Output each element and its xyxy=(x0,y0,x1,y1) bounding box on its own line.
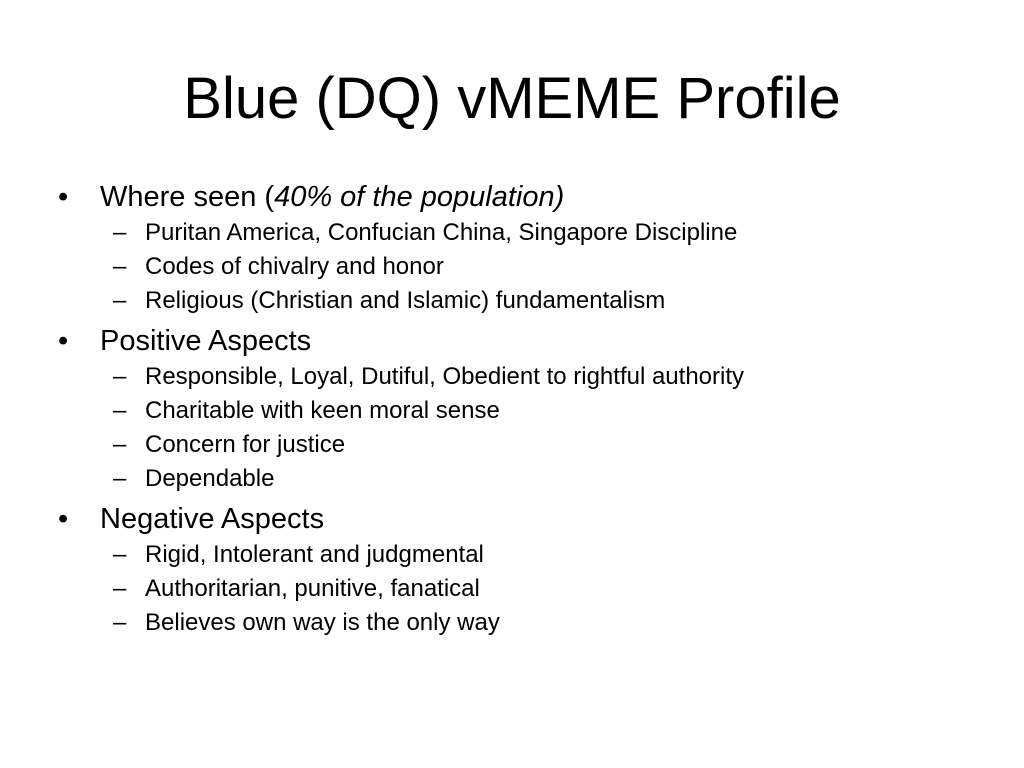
sub-marker: – xyxy=(113,397,127,424)
bullet-where-seen xyxy=(58,178,978,216)
sub-marker: – xyxy=(113,363,127,390)
sub-list-where-seen xyxy=(58,216,978,318)
slide-content xyxy=(58,178,978,644)
sub-list-negative-aspects xyxy=(58,538,978,640)
sub-marker: – xyxy=(113,575,127,602)
sub-item-text: Concern for justice xyxy=(145,431,346,458)
sub-item xyxy=(58,606,978,640)
sub-item-text: Dependable xyxy=(145,465,275,492)
sub-item xyxy=(58,216,978,250)
sub-marker: – xyxy=(113,287,127,314)
bullet-heading: Where seen ( xyxy=(100,181,275,213)
sub-item-text: Puritan America, Confucian China, Singapore Discipline xyxy=(145,219,738,246)
bullet-heading: Negative Aspects xyxy=(100,503,325,535)
sub-marker: – xyxy=(113,609,127,636)
bullet-heading-italic: 40% of the population) xyxy=(274,181,565,213)
sub-item xyxy=(58,428,978,462)
sub-marker: – xyxy=(113,219,127,246)
sub-list-positive-aspects xyxy=(58,360,978,496)
sub-item xyxy=(58,538,978,572)
bullet-marker: • xyxy=(58,181,69,213)
sub-item-text: Responsible, Loyal, Dutiful, Obedient to rightful authority xyxy=(145,363,745,390)
bullet-heading: Positive Aspects xyxy=(100,325,312,357)
sub-marker: – xyxy=(113,541,127,568)
slide-title: Blue (DQ) vMEME Profile xyxy=(183,66,841,131)
sub-item-text: Believes own way is the only way xyxy=(145,609,500,636)
sub-item-text: Authoritarian, punitive, fanatical xyxy=(145,575,480,602)
sub-marker: – xyxy=(113,431,127,458)
sub-item xyxy=(58,250,978,284)
sub-item xyxy=(58,462,978,496)
bullet-positive-aspects xyxy=(58,322,978,360)
sub-item xyxy=(58,572,978,606)
sub-item-text: Codes of chivalry and honor xyxy=(145,253,444,280)
sub-item-text: Religious (Christian and Islamic) fundamentalism xyxy=(145,287,666,314)
sub-item xyxy=(58,284,978,318)
bullet-marker: • xyxy=(58,325,69,357)
sub-item xyxy=(58,360,978,394)
sub-item-text: Charitable with keen moral sense xyxy=(145,397,500,424)
sub-item xyxy=(58,394,978,428)
bullet-marker: • xyxy=(58,503,69,535)
sub-marker: – xyxy=(113,253,127,280)
sub-item-text: Rigid, Intolerant and judgmental xyxy=(145,541,484,568)
bullet-negative-aspects xyxy=(58,500,978,538)
sub-marker: – xyxy=(113,465,127,492)
